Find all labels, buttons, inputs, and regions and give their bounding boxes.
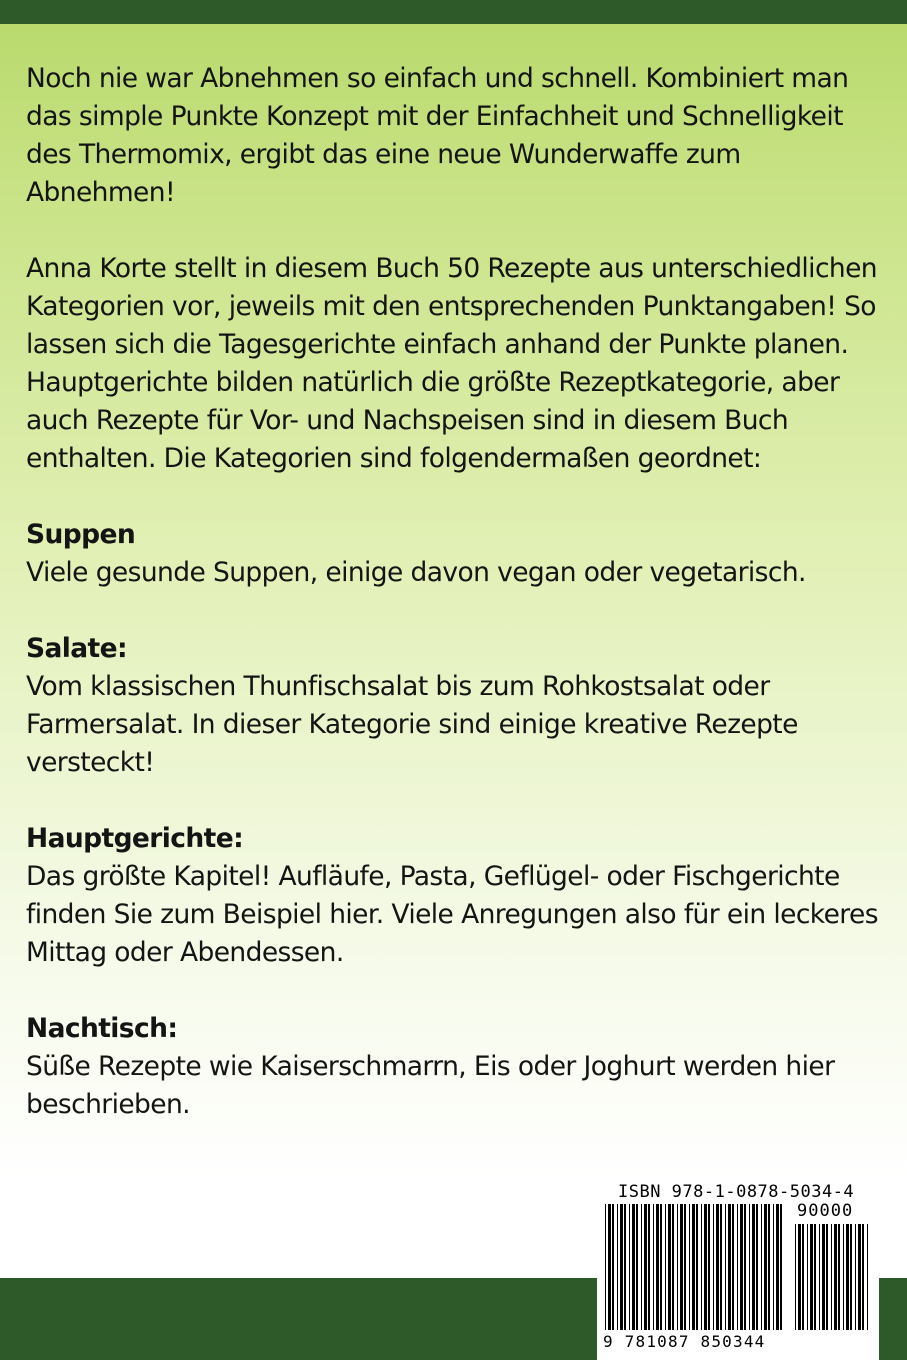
barcode-bar bbox=[862, 1224, 864, 1330]
barcode-bar bbox=[672, 1204, 674, 1330]
isbn-barcode bbox=[597, 1180, 879, 1360]
barcode-bar bbox=[831, 1224, 832, 1330]
ean-digits: 9 781087 850344 bbox=[603, 1332, 766, 1351]
barcode-bar bbox=[708, 1204, 710, 1330]
barcode-bar bbox=[819, 1224, 820, 1330]
barcode-bar bbox=[608, 1204, 611, 1330]
barcode-bar bbox=[780, 1204, 782, 1330]
barcode-bar bbox=[660, 1204, 662, 1330]
addon-number: 90000 bbox=[797, 1201, 854, 1221]
barcode-bar bbox=[798, 1224, 801, 1330]
barcode-bar bbox=[653, 1204, 654, 1330]
category-text-suppen: Viele gesunde Suppen, einige davon vegan oder vegetarisch. bbox=[26, 557, 806, 588]
barcode-bar bbox=[773, 1204, 774, 1330]
barcode-bar bbox=[716, 1204, 719, 1330]
barcode-bar bbox=[617, 1204, 618, 1330]
barcode-bar bbox=[776, 1204, 779, 1330]
intro-paragraph: Noch nie war Abnehmen so einfach und schnell. Kombiniert man das simple Punkte Konzept mit der Einfachheit und Schnelligkeit des Thermomix, ergibt das eine neue Wunderwaffe zum Abnehmen! bbox=[26, 63, 849, 208]
barcode-bar bbox=[740, 1204, 743, 1330]
barcode-bar bbox=[846, 1224, 849, 1330]
barcode-bar bbox=[855, 1224, 856, 1330]
barcode-bar bbox=[704, 1204, 707, 1330]
barcode-bar bbox=[612, 1204, 614, 1330]
barcode-bar bbox=[744, 1204, 746, 1330]
barcode-bar bbox=[636, 1204, 638, 1330]
barcode-bar bbox=[692, 1204, 695, 1330]
barcode-bar bbox=[732, 1204, 734, 1330]
category-heading-hauptgerichte: Hauptgerichte: bbox=[26, 823, 244, 854]
category-heading-salate: Salate: bbox=[26, 633, 127, 664]
barcode-bar bbox=[620, 1204, 623, 1330]
barcode-bar bbox=[737, 1204, 738, 1330]
category-text-hauptgerichte: Das größte Kapitel! Aufläufe, Pasta, Geflügel- oder Fischgerichte finden Sie zum Beispiel hier. Viele Anregungen also für ein leckeres Mittag oder Abendessen. bbox=[26, 861, 878, 968]
barcode-bar bbox=[605, 1204, 606, 1330]
barcode-bar bbox=[680, 1204, 683, 1330]
barcode-bar bbox=[807, 1224, 808, 1330]
barcode-bar bbox=[713, 1204, 714, 1330]
barcode-bar bbox=[867, 1224, 868, 1330]
barcode-bar bbox=[689, 1204, 690, 1330]
barcode-bar bbox=[761, 1204, 762, 1330]
barcode-bar bbox=[677, 1204, 678, 1330]
barcode-bar bbox=[752, 1204, 755, 1330]
barcode-bar bbox=[725, 1204, 726, 1330]
barcode-bar bbox=[838, 1224, 840, 1330]
barcode-bar bbox=[629, 1204, 630, 1330]
barcode-bar bbox=[696, 1204, 698, 1330]
barcode-bar bbox=[644, 1204, 647, 1330]
barcode-bar bbox=[656, 1204, 659, 1330]
barcode-bar bbox=[843, 1224, 844, 1330]
barcode-bar bbox=[795, 1224, 796, 1330]
barcode-bar bbox=[814, 1224, 816, 1330]
category-heading-nachtisch: Nachtisch: bbox=[26, 1013, 178, 1044]
barcode-bar bbox=[768, 1204, 770, 1330]
barcode-bar bbox=[834, 1224, 837, 1330]
barcode-bar bbox=[668, 1204, 671, 1330]
back-cover-text bbox=[26, 60, 888, 1124]
barcode-bar bbox=[822, 1224, 825, 1330]
barcode-bar bbox=[648, 1204, 650, 1330]
description-paragraph: Anna Korte stellt in diesem Buch 50 Rezepte aus unterschiedlichen Kategorien vor, jeweils mit den entsprechenden Punktangaben! So lassen sich die Tagesgerichte einfach anhand der Punkte planen. Hauptgerichte bilden natürlich die größte Rezeptkategorie, aber auch Rezepte für Vor- und Nachspeisen sind in diesem Buch enthalten. Die Kategorien sind folgendermaßen geordnet: bbox=[26, 253, 878, 474]
category-text-salate: Vom klassischen Thunfischsalat bis zum Rohkostsalat oder Farmersalat. In dieser Kategorie sind einige kreative Rezepte versteckt! bbox=[26, 671, 798, 778]
barcode-bar bbox=[826, 1224, 828, 1330]
barcode-bar bbox=[632, 1204, 635, 1330]
category-heading-suppen: Suppen bbox=[26, 519, 136, 550]
top-color-band bbox=[0, 0, 907, 24]
barcode-bar bbox=[749, 1204, 750, 1330]
barcode-bar bbox=[858, 1224, 861, 1330]
category-text-nachtisch: Süße Rezepte wie Kaiserschmarrn, Eis oder Joghurt werden hier beschrieben. bbox=[26, 1051, 835, 1120]
barcode-bar bbox=[641, 1204, 642, 1330]
barcode-bar bbox=[850, 1224, 852, 1330]
barcode-bar bbox=[802, 1224, 804, 1330]
barcode-bar bbox=[764, 1204, 767, 1330]
barcode-bar bbox=[728, 1204, 731, 1330]
barcode-bar bbox=[756, 1204, 758, 1330]
barcode-bar bbox=[665, 1204, 666, 1330]
barcode-bar bbox=[720, 1204, 722, 1330]
barcode-bar bbox=[684, 1204, 686, 1330]
isbn-label: ISBN 978-1-0878-5034-4 bbox=[618, 1182, 855, 1202]
barcode-bar bbox=[810, 1224, 813, 1330]
barcode-bar bbox=[624, 1204, 626, 1330]
barcode-bar bbox=[701, 1204, 702, 1330]
